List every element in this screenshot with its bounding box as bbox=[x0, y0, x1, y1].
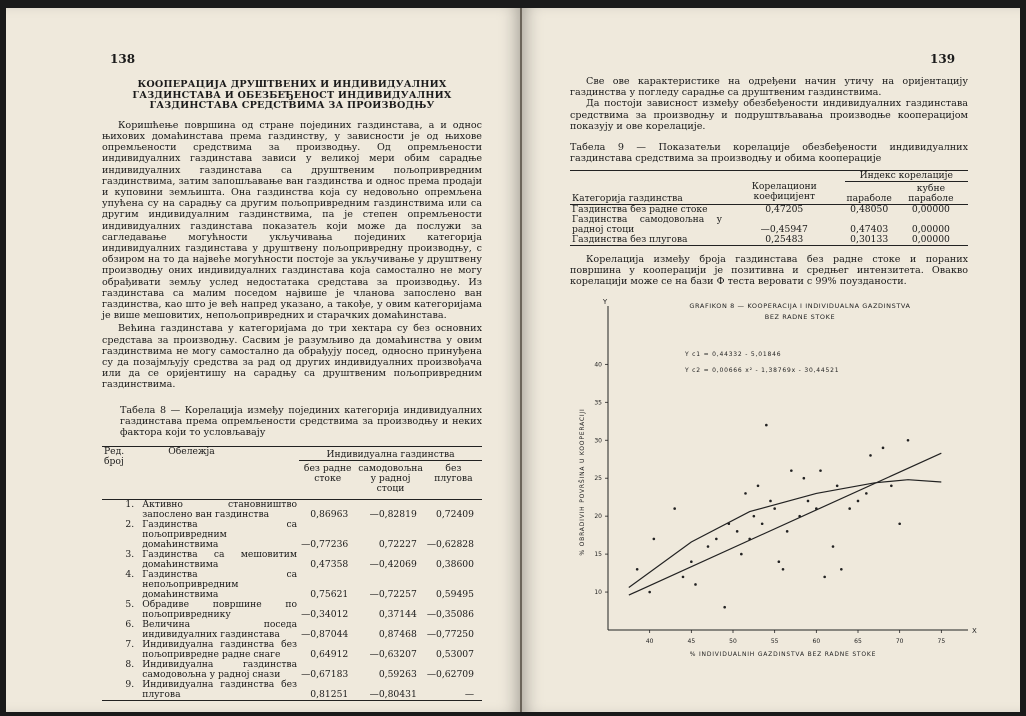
regression-equation: Y c2 = 0,00666 x² - 1,38769x - 30,44521 bbox=[685, 367, 840, 374]
column-group-header: Индивидуална газдинства bbox=[299, 446, 482, 460]
page-number: 139 bbox=[930, 52, 956, 66]
data-point bbox=[723, 606, 726, 609]
table-row bbox=[570, 215, 968, 235]
row-label: Индивидуална газдинства самодовољна у радној снази bbox=[142, 658, 298, 680]
cell-value: 0,38600 bbox=[436, 558, 474, 570]
table-caption: Табела 9 — Показатељи корелације обезбеђености индивидуалних газдинстава средствима за производњу и обима кооперације bbox=[570, 142, 968, 165]
cell-value: —0,77250 bbox=[426, 628, 474, 640]
row-label: Газдинства са мешовитим домаћинствима bbox=[142, 548, 298, 570]
column-header: параболе bbox=[846, 192, 892, 204]
cell-value: —0,62709 bbox=[426, 668, 474, 680]
x-tick-label: 60 bbox=[812, 638, 821, 645]
row-label: Величина поседа индивидуалних газдинстава bbox=[142, 618, 298, 640]
y-tick-label: 35 bbox=[594, 399, 602, 407]
table-row bbox=[102, 550, 482, 570]
y-tick-label: 40 bbox=[594, 361, 602, 369]
regression-line bbox=[629, 453, 942, 595]
data-point bbox=[907, 439, 910, 442]
table-row bbox=[102, 499, 482, 520]
column-group-header: Индекс корелације bbox=[845, 171, 968, 182]
paragraph: Све ове карактеристике на одређени начин утичу на оријентацију газдинства у погледу сарадње са друштвеним газдинствима. bbox=[570, 76, 968, 99]
right-text-column bbox=[570, 76, 968, 287]
column-header: без плугова bbox=[434, 462, 473, 484]
column-header: Обележја bbox=[168, 445, 215, 457]
y-axis-label: % OBRADIVIH POVRŠINA U KOOPERACIJI bbox=[579, 408, 586, 556]
data-point bbox=[848, 507, 851, 510]
cell-value: —0,67183 bbox=[301, 668, 349, 680]
row-label: Газдинства самодовољна у радној стоци bbox=[572, 213, 722, 235]
cell-value: 0,81251 bbox=[310, 688, 349, 700]
row-label: Газдинства са пољопривредним домаћинствима bbox=[142, 518, 298, 550]
row-number: 2. bbox=[125, 518, 135, 530]
data-point bbox=[832, 545, 835, 548]
data-point bbox=[882, 447, 885, 450]
cell-value: 0,53007 bbox=[436, 648, 474, 660]
cell-value: —0,87044 bbox=[301, 628, 349, 640]
row-number: 5. bbox=[125, 598, 135, 610]
cell-value: 0,48050 bbox=[850, 203, 889, 215]
data-point bbox=[761, 522, 764, 525]
cell-value: —0,35086 bbox=[426, 608, 474, 620]
row-label: Активно становништво запослено ван газдинства bbox=[142, 498, 298, 520]
cell-value: 0,87468 bbox=[378, 628, 417, 640]
chart-subtitle: BEZ RADNE STOKE bbox=[764, 313, 836, 321]
data-point bbox=[757, 484, 760, 487]
y-axis-letter: Y bbox=[602, 298, 608, 306]
row-number: 3. bbox=[125, 548, 135, 560]
y-tick-label: 25 bbox=[594, 475, 602, 483]
table-9 bbox=[570, 170, 968, 246]
row-number: 6. bbox=[125, 618, 135, 630]
cell-value: —0,77236 bbox=[301, 538, 349, 550]
data-point bbox=[765, 424, 768, 427]
cell-value: 0,59263 bbox=[378, 668, 417, 680]
row-label: Газдинства без радне стоке bbox=[572, 203, 708, 215]
cell-value: —0,42069 bbox=[369, 558, 417, 570]
data-point bbox=[836, 484, 839, 487]
cell-value: 0,00000 bbox=[911, 203, 950, 215]
data-point bbox=[753, 515, 756, 518]
data-point bbox=[707, 545, 710, 548]
x-tick-label: 50 bbox=[729, 638, 737, 645]
data-point bbox=[782, 568, 785, 571]
data-point bbox=[769, 500, 772, 503]
cell-value: 0,75621 bbox=[310, 588, 349, 600]
cell-value: 0,25483 bbox=[765, 233, 804, 245]
column-header: Корелациони коефицијент bbox=[751, 180, 817, 202]
data-point bbox=[648, 591, 651, 594]
table-row bbox=[102, 660, 482, 680]
data-point bbox=[786, 530, 789, 533]
row-number: 9. bbox=[125, 678, 135, 690]
left-text-column bbox=[102, 80, 482, 701]
data-point bbox=[636, 568, 639, 571]
data-point bbox=[778, 560, 781, 563]
grafikon-8-chart bbox=[570, 294, 990, 664]
table-row bbox=[102, 640, 482, 660]
cell-value: —0,45947 bbox=[760, 223, 808, 235]
table-row bbox=[102, 620, 482, 640]
data-point bbox=[803, 477, 806, 480]
cell-value: 0,30133 bbox=[850, 233, 889, 245]
data-point bbox=[890, 484, 893, 487]
data-point bbox=[823, 576, 826, 579]
row-label: Обрадиве површине по пољопривреднику bbox=[142, 598, 298, 620]
cell-value: 0,00000 bbox=[911, 233, 950, 245]
cell-value: 0,37144 bbox=[378, 608, 417, 620]
data-point bbox=[790, 469, 793, 472]
paragraph: Већина газдинстава у категоријама до три хектара су без основних средстава за производњу. Сасвим је разумљиво да домаћинства у овим газдинствима не могу самостално да обрађују посед, односно принуђена су да позајмљују средства за рад од других индивидуалних произвођача или да се оријентишу на сарадњу са друштвеним пољопривредним газдинствима. bbox=[102, 323, 482, 391]
cell-value: —0,34012 bbox=[301, 608, 349, 620]
table-row bbox=[102, 520, 482, 550]
section-heading: КООПЕРАЦИЈА ДРУШТВЕНИХ И ИНДИВИДУАЛНИХ ГАЗДИНСТАВА И ОБЕЗБЕЂЕНОСТ ИНДИВИДУАЛНИХ ГАЗДИНСТАВА СРЕДСТВИМА ЗА ПРОИЗВОДЊУ bbox=[132, 79, 452, 112]
x-tick-label: 75 bbox=[937, 638, 946, 645]
cell-value: —0,72257 bbox=[369, 588, 417, 600]
row-label: Индивидуална газдинства без пољопривредне радне снаге bbox=[142, 638, 298, 660]
data-point bbox=[807, 500, 810, 503]
regression-parabola bbox=[629, 480, 942, 588]
data-point bbox=[898, 522, 901, 525]
cell-value: 0,47358 bbox=[310, 558, 349, 570]
cell-value: 0,72409 bbox=[436, 508, 474, 520]
x-tick-label: 55 bbox=[770, 638, 779, 645]
regression-equation: Y c1 = 0,44332 - 5,01846 bbox=[685, 351, 782, 358]
row-number: 4. bbox=[125, 568, 135, 580]
x-tick-label: 45 bbox=[687, 638, 696, 645]
row-number: 8. bbox=[125, 658, 135, 670]
x-tick-label: 40 bbox=[645, 638, 654, 645]
cell-value: —0,82819 bbox=[369, 508, 417, 520]
data-point bbox=[857, 500, 860, 503]
table-row bbox=[102, 570, 482, 600]
cell-value: —0,63207 bbox=[369, 648, 417, 660]
row-label: Газдинства са непољопривредним домаћинствима bbox=[142, 568, 298, 600]
chart-title: GRAFIKON 8 — KOOPERACIJA I INDIVIDUALNA GAZDINSTVA bbox=[689, 302, 911, 310]
y-tick-label: 10 bbox=[594, 589, 602, 597]
x-axis-label: % INDIVIDUALNIH GAZDINSTVA BEZ RADNE STOKE bbox=[689, 651, 877, 658]
table-row bbox=[102, 680, 482, 701]
data-point bbox=[865, 492, 868, 495]
data-point bbox=[819, 469, 822, 472]
data-point bbox=[740, 553, 743, 556]
x-tick-label: 65 bbox=[854, 638, 862, 645]
column-header: кубне параболе bbox=[908, 182, 954, 204]
cell-value: —0,80431 bbox=[369, 688, 417, 700]
y-tick-label: 15 bbox=[594, 551, 602, 559]
data-point bbox=[690, 560, 693, 563]
cell-value: 0,59495 bbox=[436, 588, 474, 600]
paragraph: Да постоји зависност између обезбеђености индивидуалних газдинстава средствима за производњу и подруштвљавања производње кооперацијом показују и ове корелације. bbox=[570, 98, 968, 132]
data-point bbox=[694, 583, 697, 586]
data-point bbox=[653, 538, 656, 541]
cell-value: 0,64912 bbox=[310, 648, 349, 660]
right-page bbox=[522, 8, 1020, 712]
column-header: без радне стоке bbox=[303, 462, 352, 484]
cell-value: — bbox=[464, 688, 474, 700]
cell-value: 0,47403 bbox=[850, 223, 889, 235]
table-row bbox=[102, 600, 482, 620]
row-number: 1. bbox=[125, 498, 135, 510]
data-point bbox=[869, 454, 872, 457]
data-point bbox=[715, 538, 718, 541]
data-point bbox=[840, 568, 843, 571]
row-number: 7. bbox=[125, 638, 135, 650]
chart-svg bbox=[570, 294, 990, 664]
y-tick-label: 30 bbox=[594, 437, 602, 445]
cell-value: 0,00000 bbox=[911, 223, 950, 235]
cell-value: 0,72227 bbox=[378, 538, 417, 550]
table-caption: Табела 8 — Корелација између појединих категорија индивидуалних газдинстава према опремљености средствима за производњу и неких фактора који то условљавају bbox=[120, 404, 482, 438]
row-label: Газдинства без плугова bbox=[572, 233, 688, 245]
data-point bbox=[736, 530, 739, 533]
paragraph: Коришћење површина од стране појединих газдинстава, а и однос њихових домаћинстава према газдинству, у зависности је од њихове опремљености средствима за производњу. Од опремљености индивидуалних газдинстава зависи у великој мери обим сарадње индивидуалних газдинстава са друштвеним пољопривредним газдинствима, затим запошљавање ван газдинства и однос према продаји и куповини земљишта. Она газдинства која су недовољно опремљена упућена су на сарадњу са другим пољопривредним газдинствима или са другим индивидуалним газдинствима, па је степен опремљености индивидуалних газдинстава показатељ који може да послужи за сагледавање могућности укључивања појединих категорија индивидуалних газдинстава у друштвену пољопривредну производњу, с обзиром на то да највеће могућности постоје за укључивање у друштвену производњу оних индивидуалних газдинстава која самостално не могу обрађивати земљу услед недостатака средстава за производњу. Из газдинстава са малим поседом највише је чланова запослено ван газдинства, као што је већ напред указано, а такође, у овим категоријама је више мешовитих, непољопривредних и старачких домаћинстава. bbox=[102, 119, 482, 322]
cell-value: —0,62828 bbox=[426, 538, 474, 550]
cell-value: 0,86963 bbox=[310, 508, 349, 520]
x-tick-label: 70 bbox=[895, 638, 904, 645]
data-point bbox=[682, 576, 685, 579]
data-point bbox=[773, 507, 776, 510]
paragraph: Корелација између броја газдинстава без радне стоке и пораних површина у кооперацији је позитивна и средњег интензитета. Овакво корелацији може се на бази Ф теста веровати с 99% поузданости. bbox=[570, 253, 968, 287]
cell-value: 0,47205 bbox=[765, 203, 804, 215]
column-header: самодовољна у радној стоци bbox=[358, 462, 423, 494]
data-point bbox=[673, 507, 676, 510]
column-header: Категорија газдинства bbox=[572, 192, 683, 204]
table-row bbox=[570, 204, 968, 215]
table-8 bbox=[102, 446, 482, 701]
data-point bbox=[744, 492, 747, 495]
left-page bbox=[6, 8, 520, 712]
y-tick-label: 20 bbox=[594, 513, 602, 521]
table-row bbox=[570, 235, 968, 246]
column-header: Ред. број bbox=[104, 445, 125, 467]
page-number: 138 bbox=[110, 52, 136, 66]
row-label: Индивидуална газдинства без плугова bbox=[142, 678, 298, 700]
x-axis-letter: X bbox=[972, 627, 977, 635]
